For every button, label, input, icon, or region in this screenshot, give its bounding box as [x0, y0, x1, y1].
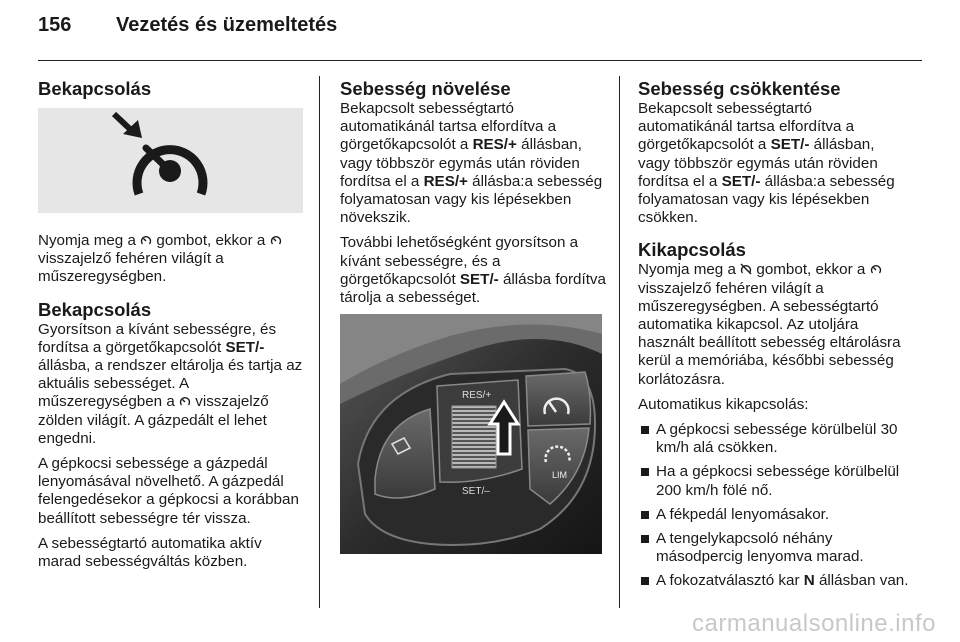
- list-item: A gépkocsi sebessége körülbelül 30 km/h alá csökken.: [638, 421, 910, 457]
- lim-label: LIM: [552, 470, 568, 481]
- paragraph: A sebességtartó automatika aktív marad sebességváltás közben.: [38, 534, 262, 571]
- text: A fokozatválasztó kar: [656, 572, 800, 590]
- heading-bekapcsolas-1: Bekapcsolás: [38, 78, 152, 99]
- bold-text: N: [803, 572, 815, 590]
- auto-off-list: [638, 421, 910, 591]
- text: Gyorsítson a kívánt sebességre, és fordítsa a görgetőkapcsolót: [38, 320, 277, 356]
- intro-paragraph: [38, 232, 306, 287]
- bold-text: RES/+: [423, 172, 468, 190]
- column-divider-2: [619, 76, 620, 608]
- cruise-off-icon: [740, 263, 752, 275]
- text: Nyomja meg a: [638, 261, 736, 279]
- page-header: [38, 14, 337, 37]
- paragraph: A gépkocsi sebessége a gázpedál lenyomásával növelhető. A gázpedál felengedésekor a gépkocsi a korábban beállított sebességre tér vissza.: [38, 455, 299, 527]
- paragraph: [638, 100, 910, 227]
- cruise-control-symbol-figure: [38, 108, 303, 213]
- heading-sebesseg-csokkentese: Sebesség csökkentése: [638, 78, 841, 99]
- column-3: [638, 78, 910, 597]
- text: állásba fordítva tárolja a sebességet.: [340, 270, 606, 307]
- heading-bekapcsolas-2: Bekapcsolás: [38, 298, 152, 320]
- paragraph: [340, 100, 608, 227]
- text: visszajelző zölden világít. A gázpedált el lehet engedni.: [38, 393, 269, 447]
- set-minus-label: SET/–: [462, 486, 490, 498]
- paragraph: [38, 321, 306, 448]
- cruise-control-small-icon: [179, 395, 191, 407]
- bold-text: RES/+: [472, 136, 517, 154]
- list-item: [638, 572, 910, 590]
- column-2: [340, 78, 608, 554]
- cruise-control-small-icon: [870, 263, 882, 275]
- text: Bekapcsolt sebességtartó automatikánál tartsa elfordítva a görgetőkapcsolót a: [638, 100, 855, 154]
- text: állásban, vagy többször egymás után röviden fordítsa el a: [340, 136, 582, 190]
- text: gombot, ekkor a: [156, 232, 266, 249]
- bold-text: SET/-: [770, 136, 810, 154]
- heading-kikapcsolas: Kikapcsolás: [638, 239, 746, 261]
- page-number: 156: [38, 14, 72, 36]
- page-title: Vezetés és üzemeltetés: [116, 14, 338, 36]
- bold-text: SET/-: [225, 338, 265, 356]
- text: állásban van.: [818, 572, 909, 590]
- paragraph: [638, 261, 910, 388]
- text: További lehetőségként gyorsítson a kívánt sebességre, és a görgetőkapcsolót: [340, 234, 579, 288]
- text: állásba:a sebesség folyamatosan vagy kis lépésekben csökken.: [638, 172, 895, 227]
- paragraph: Automatikus kikapcsolás:: [638, 395, 809, 413]
- list-item: A tengelykapcsoló néhány másodpercig lenyomva marad.: [638, 530, 910, 566]
- paragraph: [340, 234, 608, 307]
- cruise-control-icon: [38, 108, 303, 213]
- list-item: A fékpedál lenyomásakor.: [638, 506, 910, 524]
- column-divider-1: [319, 76, 320, 608]
- column-1: [38, 78, 306, 578]
- cruise-control-small-icon: [270, 234, 282, 246]
- res-plus-label: RES/+: [462, 390, 492, 402]
- bold-text: SET/-: [721, 172, 761, 190]
- watermark: carmanualsonline.info: [692, 610, 936, 637]
- list-item: Ha a gépkocsi sebessége körülbelül 200 km/h fölé nő.: [638, 463, 910, 499]
- text: visszajelző fehéren világít a műszeregységben. A sebességtartó automatika kikapcsol. Az utoljára használt beállított sebesség eltárolásra kerül a memóriába, későbbi sebesség korlátozásra.: [638, 279, 901, 388]
- cruise-control-small-icon: [140, 234, 152, 246]
- steering-controls-illustration: [340, 314, 602, 554]
- header-rule: [38, 60, 922, 61]
- text: gombot, ekkor a: [756, 261, 866, 279]
- text: visszajelző fehéren világít a műszeregységben.: [38, 250, 224, 286]
- text: Nyomja meg a: [38, 232, 136, 249]
- bold-text: SET/-: [459, 270, 499, 288]
- text: állásba, a rendszer eltárolja és tartja az aktuális sebességet. A műszeregységben a: [38, 357, 303, 411]
- steering-wheel-switch-photo: [340, 314, 602, 554]
- text: állásban, vagy többször egymás után röviden fordítsa el a: [638, 136, 878, 190]
- text: állásba:a sebesség folyamatosan vagy kis lépésekben növekszik.: [340, 172, 603, 227]
- text: Bekapcsolt sebességtartó automatikánál tartsa elfordítva a görgetőkapcsolót a: [340, 100, 557, 154]
- heading-sebesseg-novelese: Sebesség növelése: [340, 78, 511, 99]
